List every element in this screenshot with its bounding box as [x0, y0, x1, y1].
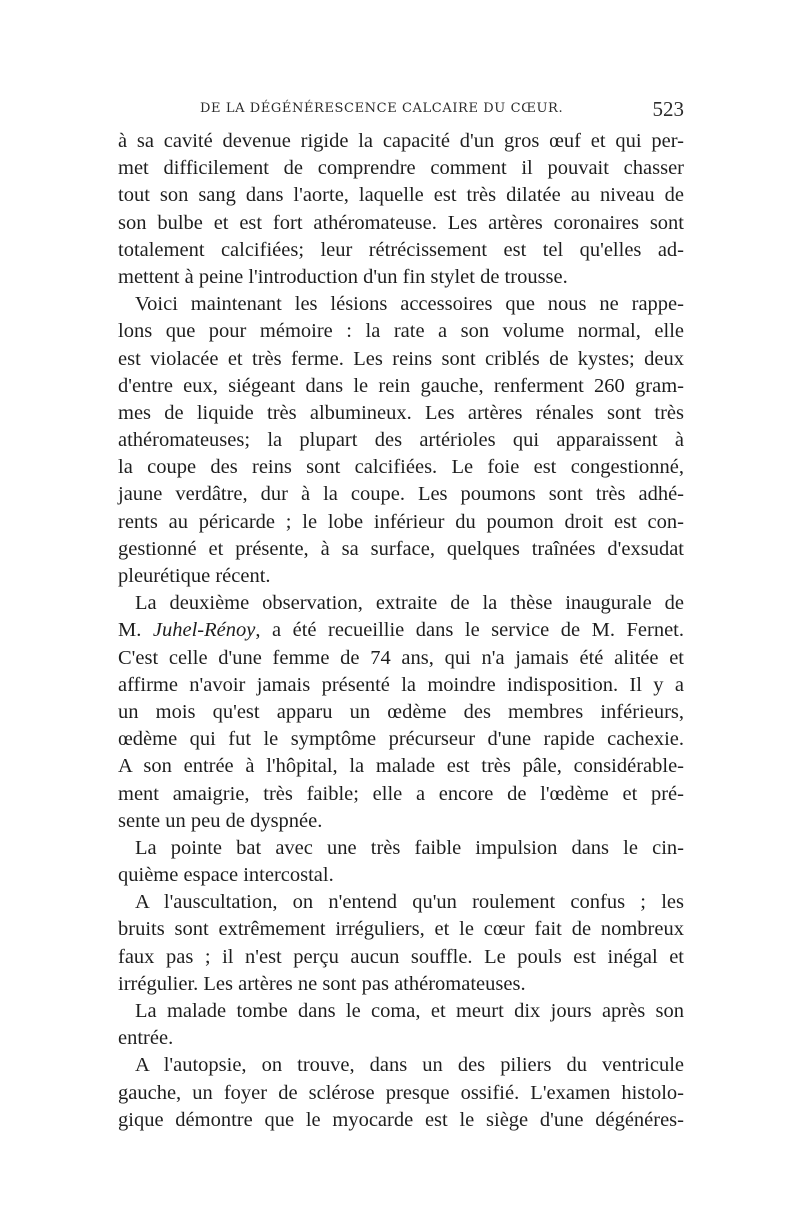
text-line-content: gauche, un foyer de sclérose presque ossifié. L'examen histolo- — [118, 1081, 684, 1104]
text-line — [118, 944, 684, 971]
text-line — [118, 971, 684, 998]
text-line-content: totalement calcifiées; leur rétrécissement est tel qu'elles ad- — [118, 238, 684, 261]
body-text — [118, 128, 684, 1134]
text-line-content: à sa cavité devenue rigide la capacité d'un gros œuf et qui per- — [118, 130, 684, 152]
text-line — [118, 916, 684, 943]
text-line — [118, 264, 684, 291]
text-line-content: C'est celle d'une femme de 74 ans, qui n'a jamais été alitée et — [118, 646, 684, 669]
text-line-content: irrégulier. Les artères ne sont pas athéromateuses. — [118, 972, 526, 995]
text-line-content: gestionné et présente, à sa surface, quelques traînées d'exsudat — [118, 537, 684, 560]
text-line — [118, 889, 684, 916]
text-line-content: bruits sont extrêmement irréguliers, et le cœur fait de nombreux — [118, 918, 684, 941]
text-line-content: A son entrée à l'hôpital, la malade est très pâle, considérable- — [118, 755, 684, 778]
text-line-content: est violacée et très ferme. Les reins sont criblés de kystes; deux — [118, 347, 684, 370]
text-line-content: mes de liquide très albumineux. Les artères rénales sont très — [118, 401, 684, 424]
text-line-content: jaune verdâtre, dur à la coupe. Les poumons sont très adhé- — [118, 483, 684, 506]
text-line-content: son bulbe et est fort athéromateuse. Les artères coronaires sont — [118, 211, 684, 234]
text-line — [118, 182, 684, 209]
text-line — [118, 1052, 684, 1079]
text-line — [118, 237, 684, 264]
author-name: Juhel-Rénoy — [152, 619, 256, 642]
running-head — [118, 97, 684, 123]
text-line — [118, 699, 684, 726]
text-line — [118, 454, 684, 481]
text-line-content: lons que pour mémoire : la rate a son volume normal, elle — [118, 320, 684, 343]
text-line — [118, 400, 684, 427]
text-line-content: entrée. — [118, 1027, 174, 1050]
text-line-content: La pointe bat avec une très faible impulsion dans le cin- — [135, 836, 684, 859]
text-line — [118, 563, 684, 590]
text-line-content: œdème qui fut le symptôme précurseur d'une rapide cachexie. — [118, 728, 684, 751]
text-line — [118, 590, 684, 617]
text-line — [118, 726, 684, 753]
text-line-content: la coupe des reins sont calcifiées. Le foie est congestionné, — [118, 456, 684, 479]
text-line — [118, 1025, 684, 1052]
text-line — [118, 672, 684, 699]
text-line-content: rents au péricarde ; le lobe inférieur du poumon droit est con- — [118, 510, 684, 533]
text-line-content: athéromateuses; la plupart des artérioles qui apparaissent à — [118, 429, 684, 452]
text-line — [118, 753, 684, 780]
running-head-title: DE LA DÉGÉNÉRESCENCE CALCAIRE DU CŒUR. — [200, 101, 564, 116]
text-line-content: sente un peu de dyspnée. — [118, 809, 323, 832]
text-line — [118, 536, 684, 563]
text-line-content: mettent à peine l'introduction d'un fin stylet de trousse. — [118, 265, 568, 288]
text-line — [118, 291, 684, 318]
text-line-content: ment amaigrie, très faible; elle a encore de l'œdème et pré- — [118, 782, 684, 805]
text-line — [118, 481, 684, 508]
text-line — [118, 210, 684, 237]
text-line — [118, 346, 684, 373]
text-line-content: affirme n'avoir jamais présenté la moindre indisposition. Il y a — [118, 673, 684, 696]
page-number: 523 — [652, 97, 684, 121]
text-line — [118, 617, 684, 644]
text-line — [118, 998, 684, 1025]
text-line — [118, 128, 684, 155]
text-line — [118, 835, 684, 862]
text-line — [118, 373, 684, 400]
text-line-content: La deuxième observation, extraite de la thèse inaugurale de — [135, 592, 684, 615]
text-line-content: un mois qu'est apparu un œdème des membres inférieurs, — [118, 700, 684, 723]
text-line-content: M. — [118, 619, 153, 642]
text-line-content: tout son sang dans l'aorte, laquelle est très dilatée au niveau de — [118, 184, 684, 207]
text-line — [118, 155, 684, 182]
text-line — [118, 318, 684, 345]
text-line-content: faux pas ; il n'est perçu aucun souffle. Le pouls est inégal et — [118, 945, 684, 968]
text-line-content: met difficilement de comprendre comment il pouvait chasser — [118, 157, 684, 180]
text-line-content: gique démontre que le myocarde est le siège d'une dégénéres- — [118, 1108, 684, 1131]
text-line — [118, 427, 684, 454]
text-line-content: La malade tombe dans le coma, et meurt dix jours après son — [135, 1000, 684, 1022]
text-line-content: A l'autopsie, on trouve, dans un des piliers du ventricule — [135, 1054, 684, 1077]
text-line-content: pleurétique récent. — [118, 565, 271, 587]
text-line — [118, 1080, 684, 1107]
text-line-continuation: , a été recueillie dans le service de M. Fernet. — [255, 619, 684, 642]
text-line — [118, 781, 684, 808]
text-line-content: d'entre eux, siégeant dans le rein gauche, renferment 260 gram- — [118, 374, 684, 397]
text-line-content: quième espace intercostal. — [118, 864, 334, 887]
text-line-content: Voici maintenant les lésions accessoires que nous ne rappe- — [135, 293, 684, 316]
text-line — [118, 1107, 684, 1134]
text-line — [118, 808, 684, 835]
text-line — [118, 509, 684, 536]
text-line-content: A l'auscultation, on n'entend qu'un roulement confus ; les — [135, 891, 684, 914]
text-line — [118, 645, 684, 672]
text-line — [118, 862, 684, 889]
